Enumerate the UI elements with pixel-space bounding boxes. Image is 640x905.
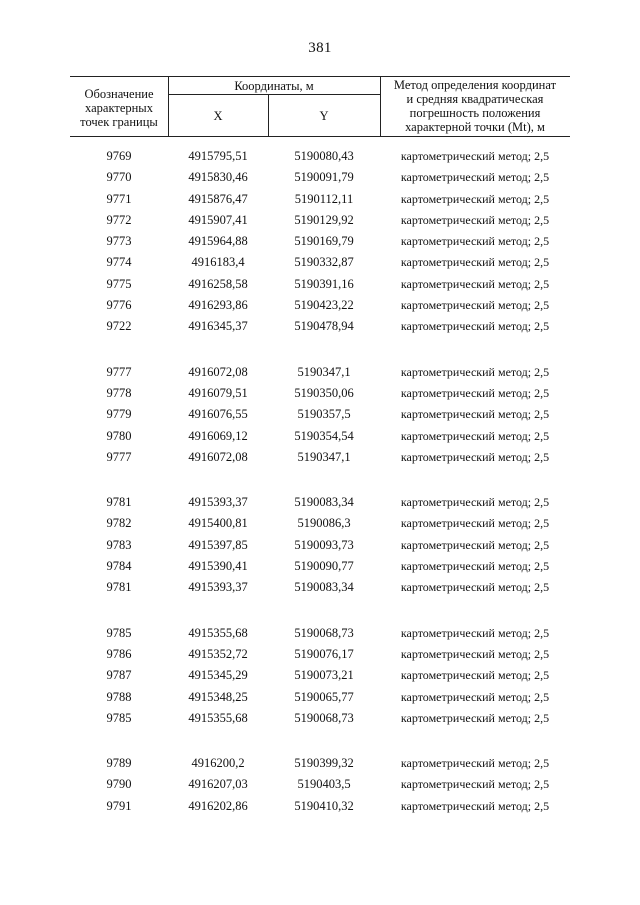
point-group	[70, 362, 570, 468]
coord-x: 4916079,51	[188, 385, 248, 400]
coord-y: 5190093,73	[294, 537, 354, 552]
table-row	[70, 687, 570, 708]
coord-y: 5190083,34	[294, 495, 354, 510]
point-id: 9785	[106, 625, 132, 640]
table-row	[70, 644, 570, 665]
method-cell: картометрический метод; 2,5	[400, 495, 550, 510]
coord-x: 4915400,81	[188, 516, 248, 531]
point-id: 9777	[106, 449, 132, 464]
method-cell: картометрический метод; 2,5	[400, 537, 550, 552]
coord-y: 5190068,73	[294, 625, 354, 640]
coord-y: 5190112,11	[294, 191, 354, 206]
point-group	[70, 146, 570, 338]
coord-x: 4916200,2	[191, 756, 245, 771]
point-group	[70, 492, 570, 598]
table-row	[70, 210, 570, 231]
table-row	[70, 167, 570, 188]
method-cell: картометрический метод; 2,5	[400, 798, 550, 813]
coord-y: 5190076,17	[294, 646, 354, 661]
point-id: 9773	[106, 234, 132, 249]
table-body	[70, 146, 570, 841]
table-row	[70, 492, 570, 513]
table-header	[70, 76, 570, 136]
table-row	[70, 295, 570, 316]
point-id: 9785	[106, 710, 132, 725]
point-id: 9791	[106, 798, 132, 813]
coord-y: 5190068,73	[294, 710, 354, 725]
table-row	[70, 404, 570, 425]
header-point-designation: Обозначение характерных точек границы	[80, 87, 158, 129]
method-cell: картометрический метод; 2,5	[400, 407, 550, 422]
header-method: Метод определения координат и средняя квадратическая погрешность положения характерной точки (Mt), м	[393, 78, 557, 134]
point-id: 9781	[106, 580, 132, 595]
point-id: 9783	[106, 537, 132, 552]
table-row	[70, 447, 570, 468]
header-x: X	[213, 109, 223, 123]
coord-y: 5190403,5	[297, 777, 351, 792]
coord-x: 4915352,72	[188, 646, 248, 661]
coord-y: 5190347,1	[297, 364, 351, 379]
coord-x: 4916076,55	[188, 407, 248, 422]
point-id: 9784	[106, 559, 132, 574]
point-group	[70, 753, 570, 817]
point-group	[70, 623, 570, 729]
coord-y: 5190086,3	[297, 516, 351, 531]
coord-x: 4915964,88	[188, 234, 248, 249]
method-cell: картометрический метод; 2,5	[400, 710, 550, 725]
coord-x: 4915830,46	[188, 170, 248, 185]
coord-x: 4916345,37	[188, 319, 248, 334]
table-row	[70, 774, 570, 795]
method-cell: картометрический метод; 2,5	[400, 364, 550, 379]
coord-x: 4916207,03	[188, 777, 248, 792]
coord-x: 4915348,25	[188, 689, 248, 704]
coord-y: 5190090,77	[294, 559, 354, 574]
point-id: 9787	[106, 668, 132, 683]
table-row	[70, 362, 570, 383]
method-cell: картометрический метод; 2,5	[400, 625, 550, 640]
table-row	[70, 535, 570, 556]
coord-x: 4915345,29	[188, 668, 248, 683]
coord-y: 5190354,54	[294, 428, 354, 443]
table-row	[70, 316, 570, 337]
coord-y: 5190091,79	[294, 170, 354, 185]
method-cell: картометрический метод; 2,5	[400, 516, 550, 531]
coord-x: 4916258,58	[188, 276, 248, 291]
method-cell: картометрический метод; 2,5	[400, 255, 550, 270]
method-cell: картометрический метод; 2,5	[400, 212, 550, 227]
coord-y: 5190350,06	[294, 385, 354, 400]
point-id: 9790	[106, 777, 132, 792]
coord-y: 5190169,79	[294, 234, 354, 249]
coord-y: 5190332,87	[294, 255, 354, 270]
method-cell: картометрический метод; 2,5	[400, 646, 550, 661]
point-id: 9770	[106, 170, 132, 185]
point-id: 9786	[106, 646, 132, 661]
coord-y: 5190478,94	[294, 319, 354, 334]
coord-y: 5190410,32	[294, 798, 354, 813]
header-bottom-rule	[70, 136, 570, 137]
point-id: 9775	[106, 276, 132, 291]
point-id: 9778	[106, 385, 132, 400]
method-cell: картометрический метод; 2,5	[400, 559, 550, 574]
method-cell: картометрический метод; 2,5	[400, 756, 550, 771]
table-row	[70, 146, 570, 167]
table-row	[70, 556, 570, 577]
table-row	[70, 274, 570, 295]
point-id: 9781	[106, 495, 132, 510]
method-cell: картометрический метод; 2,5	[400, 385, 550, 400]
method-cell: картометрический метод; 2,5	[400, 777, 550, 792]
table-row	[70, 577, 570, 598]
coord-x: 4915795,51	[188, 149, 248, 163]
point-id: 9722	[106, 319, 132, 334]
method-cell: картометрический метод; 2,5	[400, 580, 550, 595]
table-row	[70, 623, 570, 644]
header-coordinates: Координаты, м	[234, 79, 314, 93]
method-cell: картометрический метод; 2,5	[400, 319, 550, 334]
point-id: 9771	[106, 191, 132, 206]
coord-x: 4915907,41	[188, 212, 248, 227]
table-row	[70, 383, 570, 404]
table-row	[70, 708, 570, 729]
point-id: 9779	[106, 407, 132, 422]
coordinates-rule	[168, 94, 380, 95]
coord-y: 5190073,21	[294, 668, 354, 683]
table-row	[70, 796, 570, 817]
coord-y: 5190357,5	[297, 407, 351, 422]
coord-x: 4915355,68	[188, 625, 248, 640]
coord-y: 5190391,16	[294, 276, 354, 291]
method-cell: картометрический метод; 2,5	[400, 689, 550, 704]
coord-y: 5190423,22	[294, 298, 354, 313]
method-cell: картометрический метод; 2,5	[400, 428, 550, 443]
table-row	[70, 189, 570, 210]
table-row	[70, 753, 570, 774]
method-cell: картометрический метод; 2,5	[400, 191, 550, 206]
method-cell: картометрический метод; 2,5	[400, 276, 550, 291]
point-id: 9772	[106, 212, 132, 227]
method-cell: картометрический метод; 2,5	[400, 298, 550, 313]
table-row	[70, 426, 570, 447]
coord-x: 4916183,4	[191, 255, 245, 270]
method-cell: картометрический метод; 2,5	[400, 234, 550, 249]
coord-x: 4915393,37	[188, 495, 248, 510]
coord-y: 5190399,32	[294, 756, 354, 771]
table-row	[70, 252, 570, 273]
point-id: 9769	[106, 149, 132, 163]
point-id: 9788	[106, 689, 132, 704]
coord-x: 4915876,47	[188, 191, 248, 206]
point-id: 9774	[106, 255, 132, 270]
coord-y: 5190065,77	[294, 689, 354, 704]
coord-x: 4915397,85	[188, 537, 248, 552]
point-id: 9780	[106, 428, 132, 443]
coord-y: 5190080,43	[294, 149, 354, 163]
coord-x: 4916072,08	[188, 364, 248, 379]
page-number: 381	[308, 40, 332, 56]
table-row	[70, 231, 570, 252]
method-cell: картометрический метод; 2,5	[400, 170, 550, 185]
point-id: 9782	[106, 516, 132, 531]
coord-x: 4916202,86	[188, 798, 248, 813]
point-id: 9776	[106, 298, 132, 313]
coord-x: 4916069,12	[188, 428, 248, 443]
table-row	[70, 665, 570, 686]
header-y: Y	[319, 109, 329, 123]
coord-y: 5190129,92	[294, 212, 354, 227]
method-cell: картометрический метод; 2,5	[400, 149, 550, 163]
header-top-rule	[70, 76, 570, 77]
coord-y: 5190083,34	[294, 580, 354, 595]
coord-x: 4915390,41	[188, 559, 248, 574]
coord-x: 4915393,37	[188, 580, 248, 595]
method-cell: картометрический метод; 2,5	[400, 668, 550, 683]
point-id: 9789	[106, 756, 132, 771]
method-cell: картометрический метод; 2,5	[400, 449, 550, 464]
coord-x: 4916293,86	[188, 298, 248, 313]
point-id: 9777	[106, 364, 132, 379]
table-row	[70, 513, 570, 534]
coord-y: 5190347,1	[297, 449, 351, 464]
coord-x: 4915355,68	[188, 710, 248, 725]
coord-x: 4916072,08	[188, 449, 248, 464]
